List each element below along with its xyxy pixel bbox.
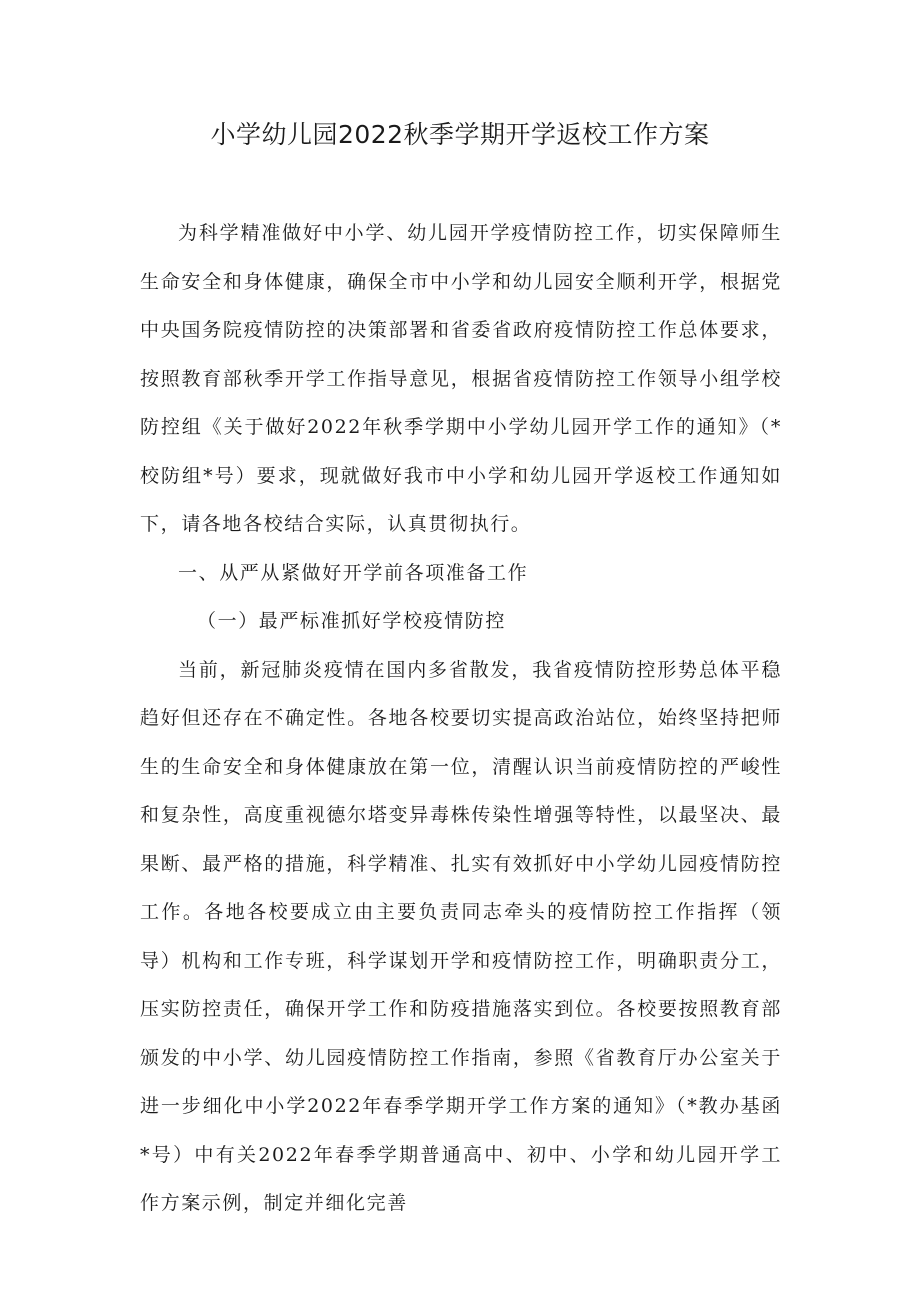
- intro-paragraph: 为科学精准做好中小学、幼儿园开学疫情防控工作，切实保障师生生命安全和身体健康，确保全市中小学和幼儿园安全顺利开学，根据党中央国务院疫情防控的决策部署和省委省政府疫情防控工作总体要求，按照教育部秋季开学工作指导意见，根据省疫情防控工作领导小组学校防控组《关于做好2022年秋季学期中小学幼儿园开学工作的通知》（*校防组*号）要求，现就做好我市中小学和幼儿园开学返校工作通知如下，请各地各校结合实际，认真贯彻执行。: [140, 222, 782, 535]
- section-heading: 一、从严从紧做好开学前各项准备工作: [178, 561, 529, 584]
- subsection-heading: （一）最严标准抓好学校疫情防控: [197, 610, 507, 632]
- document-title: 小学幼儿园2022秋季学期开学返校工作方案: [210, 120, 710, 149]
- body-paragraph: 当前，新冠肺炎疫情在国内多省散发，我省疫情防控形势总体平稳趋好但还存在不确定性。各地各校要切实提高政治站位，始终坚持把师生的生命安全和身体健康放在第一位，清醒认识当前疫情防控的严峻性和复杂性，高度重视德尔塔变异毒株传染性增强等特性，以最坚决、最果断、最严格的措施，科学精准、扎实有效抓好中小学幼儿园疫情防控工作。各地各校要成立由主要负责同志牵头的疫情防控工作指挥（领导）机构和工作专班，科学谋划开学和疫情防控工作，明确职责分工，压实防控责任，确保开学工作和防疫措施落实到位。各校要按照教育部颁发的中小学、幼儿园疫情防控工作指南，参照《省教育厅办公室关于进一步细化中小学2022年春季学期开学工作方案的通知》（*教办基函*号）中有关2022年春季学期普通高中、初中、小学和幼儿园开学工作方案示例，制定并细化完善: [140, 658, 782, 1214]
- document-body: [140, 209, 782, 1228]
